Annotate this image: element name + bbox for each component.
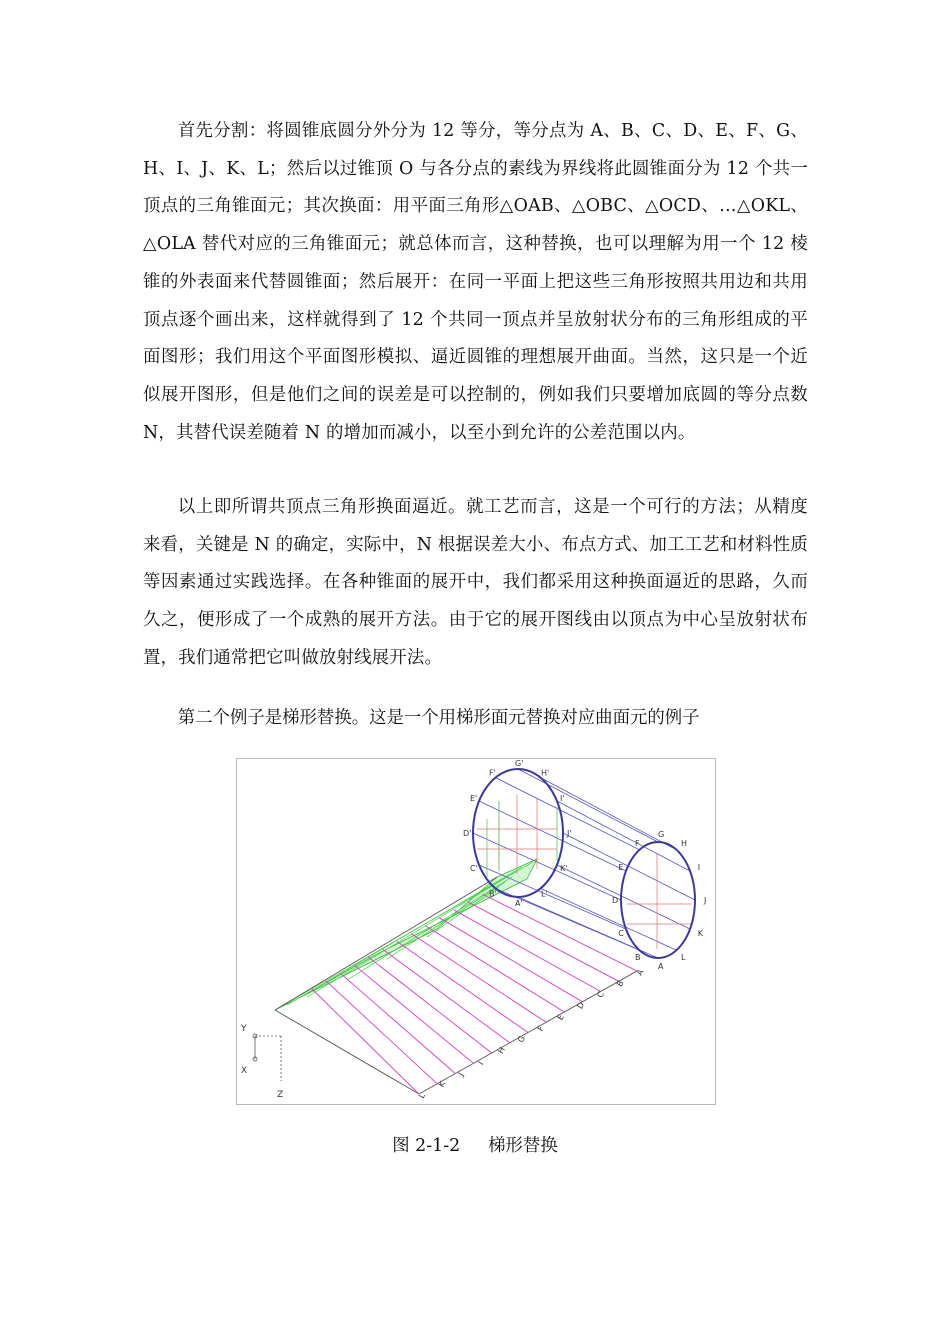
ellipse-point-label: J <box>704 896 707 905</box>
right-ellipse <box>621 842 695 958</box>
trapezoid-line <box>425 926 564 1012</box>
ellipse-primed-label: L' <box>541 889 548 899</box>
generatrix-line <box>557 801 690 871</box>
ellipse-point-label: D <box>612 896 619 905</box>
ellipse-point-labels <box>463 759 706 971</box>
ellipse-point-label: G <box>658 830 665 839</box>
ellipse-point-label: B <box>635 953 641 963</box>
ellipse-primed-label: H' <box>541 768 550 778</box>
axis-label-x: X <box>241 1066 248 1076</box>
axis-label-y: Y <box>241 1024 247 1034</box>
axis-indicator <box>253 1034 281 1081</box>
cylinder-generatrix-lines <box>473 769 695 958</box>
bottom-point-label: J <box>456 1071 466 1078</box>
figure-caption <box>0 1131 950 1156</box>
trapezoid-line <box>454 910 601 992</box>
figure-title: 梯形替换 <box>488 1136 558 1156</box>
bottom-point-label: I <box>476 1059 486 1067</box>
figure-number: 图 2-1-2 <box>392 1136 461 1156</box>
ellipse-primed-label: A' <box>515 899 523 908</box>
ellipse-primed-label: F' <box>489 768 496 778</box>
ellipse-primed-label: E' <box>470 794 478 803</box>
trapezoid-lines <box>312 894 637 1094</box>
trapezoid-line <box>397 942 528 1033</box>
ellipse-point-label: K <box>697 929 704 938</box>
trapezoid-line <box>440 918 583 1002</box>
trapezoid-line <box>326 981 437 1084</box>
bottom-point-label: K <box>436 1079 448 1089</box>
bottom-point-label: D <box>575 1000 587 1011</box>
ellipse-point-label: F <box>635 838 640 848</box>
bottom-point-label: F <box>535 1024 546 1033</box>
ellipse-primed-label: I' <box>560 794 565 803</box>
trapezoid-line <box>383 949 510 1042</box>
generatrix-line <box>518 769 658 842</box>
ellipse-primed-label: G' <box>515 759 524 768</box>
figure-trapezoid-replacement <box>236 758 716 1105</box>
ellipse-primed-label: J' <box>567 829 572 838</box>
axis-label-z: Z <box>277 1090 284 1100</box>
bottom-point-labels <box>417 967 646 1100</box>
ellipse-primed-label: C' <box>470 864 478 873</box>
bottom-point-label: H <box>496 1045 508 1056</box>
ellipse-point-label: E <box>618 863 624 872</box>
generatrix-line <box>563 833 695 900</box>
body-paragraph-2: 以上即所谓共顶点三角形换面逼近。就工艺而言，这是一个可行的方法；从精度来看，关键是 N 的确定，实际中，N 根据误差大小、布点方式、加工工艺和材料性质等因素通过实践选择。在各种锥面的展开中，我们都采用这种换面逼近的思路，久而久之，便形成了一个成熟的展开方法。由于它的展开图线由以顶点为中心呈放射状布置，我们通常把它叫做放射线展开法。 <box>143 497 808 668</box>
ellipse-point-label: L <box>681 953 686 963</box>
bottom-point-label: A <box>634 967 646 977</box>
body-paragraph-1: 首先分割：将圆锥底圆分外分为 12 等分，等分点为 A、B、C、D、E、F、G、H、I、J、K、L；然后以过锥顶 O 与各分点的素线为界线将此圆锥面分为 12 个共一顶点的三角锥面元；其次换面：用平面三角形△OAB、△OBC、△OCD、…△OKL、△OLA 替代对应的三角锥面元；就总体而言，这种替换，也可以理解为用一个 12 棱锥的外表面来代替圆锥面；然后展开：在同一平面上把这些三角形按照共用边和共用顶点逐个画出来，这样就得到了 12 个共同一顶点并呈放射状分布的三角形组成的平面图形；我们用这个平面图形模拟、逼近圆锥的理想展开曲面。当然，这只是一个近似展开图形，但是他们之间的误差是可以控制的，例如我们只要增加底圆的等分点数 N，其替代误差随着 N 的增加而减小，以至小到允许的公差范围以内。 <box>143 121 808 443</box>
bottom-point-label: E <box>555 1012 566 1022</box>
bottom-point-label: C <box>595 990 606 1000</box>
trapezoid-line <box>369 957 492 1053</box>
ellipse-primed-label: B' <box>489 889 497 899</box>
bottom-point-label: B <box>615 978 626 989</box>
generatrix-line <box>541 888 677 950</box>
ellipse-primed-label: K' <box>560 864 568 873</box>
trapezoid-line <box>411 934 546 1023</box>
ellipse-point-label: C <box>618 929 624 938</box>
trapezoid-line <box>482 894 637 971</box>
ellipse-point-label: H <box>681 838 688 848</box>
bottom-point-label: G <box>516 1034 527 1045</box>
second-example-intro: 第二个例子是梯形替换。这是一个用梯形面元替换对应曲面元的例子 <box>177 708 700 728</box>
ellipse-point-label: I <box>697 863 701 872</box>
figure-drawing <box>237 759 715 1104</box>
developed-strip-outline <box>275 877 637 1094</box>
ellipse-point-label: A <box>658 962 664 971</box>
ellipse-primed-label: D' <box>463 829 472 838</box>
bottom-point-label: L <box>416 1091 427 1100</box>
